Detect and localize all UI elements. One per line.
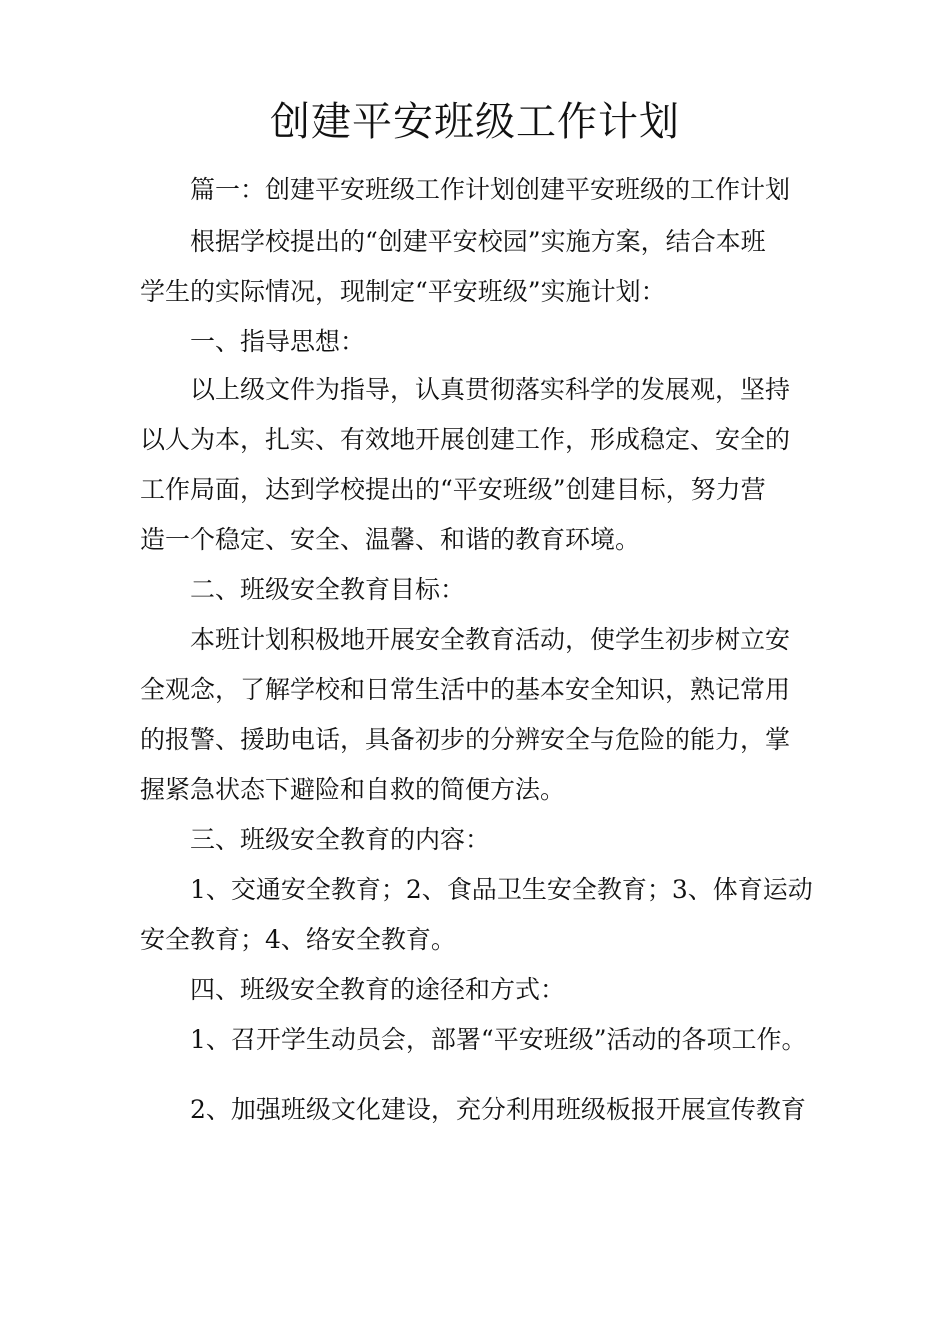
paragraph-line: 造一个稳定、安全、温馨、和谐的教育环境。 xyxy=(140,525,641,554)
paragraph-line: 安全教育；4、络安全教育。 xyxy=(140,925,456,954)
paragraph-line: 的报警、援助电话，具备初步的分辨安全与危险的能力，掌 xyxy=(140,725,791,754)
section-heading: 三、班级安全教育的内容： xyxy=(190,825,491,854)
paragraph-line: 本班计划积极地开展安全教育活动，使学生初步树立安 xyxy=(190,625,791,654)
paragraph-line: 根据学校提出的“创建平安校园”实施方案，结合本班 xyxy=(190,227,766,256)
paragraph-line: 全观念，了解学校和日常生活中的基本安全知识，熟记常用 xyxy=(140,675,791,704)
paragraph-line: 1、召开学生动员会，部署“平安班级”活动的各项工作。 xyxy=(190,1025,807,1054)
paragraph-line: 握紧急状态下避险和自救的简便方法。 xyxy=(140,775,566,804)
paragraph-line: 工作局面，达到学校提出的“平安班级”创建目标，努力营 xyxy=(140,475,766,504)
paragraph-line: 以人为本，扎实、有效地开展创建工作，形成稳定、安全的 xyxy=(140,425,791,454)
section-heading: 二、班级安全教育目标： xyxy=(190,575,466,604)
paragraph-line: 1、交通安全教育；2、食品卫生安全教育；3、体育运动 xyxy=(190,875,813,904)
paragraph-line: 以上级文件为指导，认真贯彻落实科学的发展观，坚持 xyxy=(190,375,791,404)
document-title: 创建平安班级工作计划 xyxy=(270,99,680,145)
section-heading: 四、班级安全教育的途径和方式： xyxy=(190,975,566,1004)
section-heading: 一、指导思想： xyxy=(190,327,366,356)
paragraph-line: 学生的实际情况，现制定“平安班级”实施计划： xyxy=(140,277,666,306)
paragraph-line: 篇一：创建平安班级工作计划创建平安班级的工作计划 xyxy=(190,175,791,204)
paragraph-line: 2、加强班级文化建设，充分利用班级板报开展宣传教育 xyxy=(190,1095,806,1124)
